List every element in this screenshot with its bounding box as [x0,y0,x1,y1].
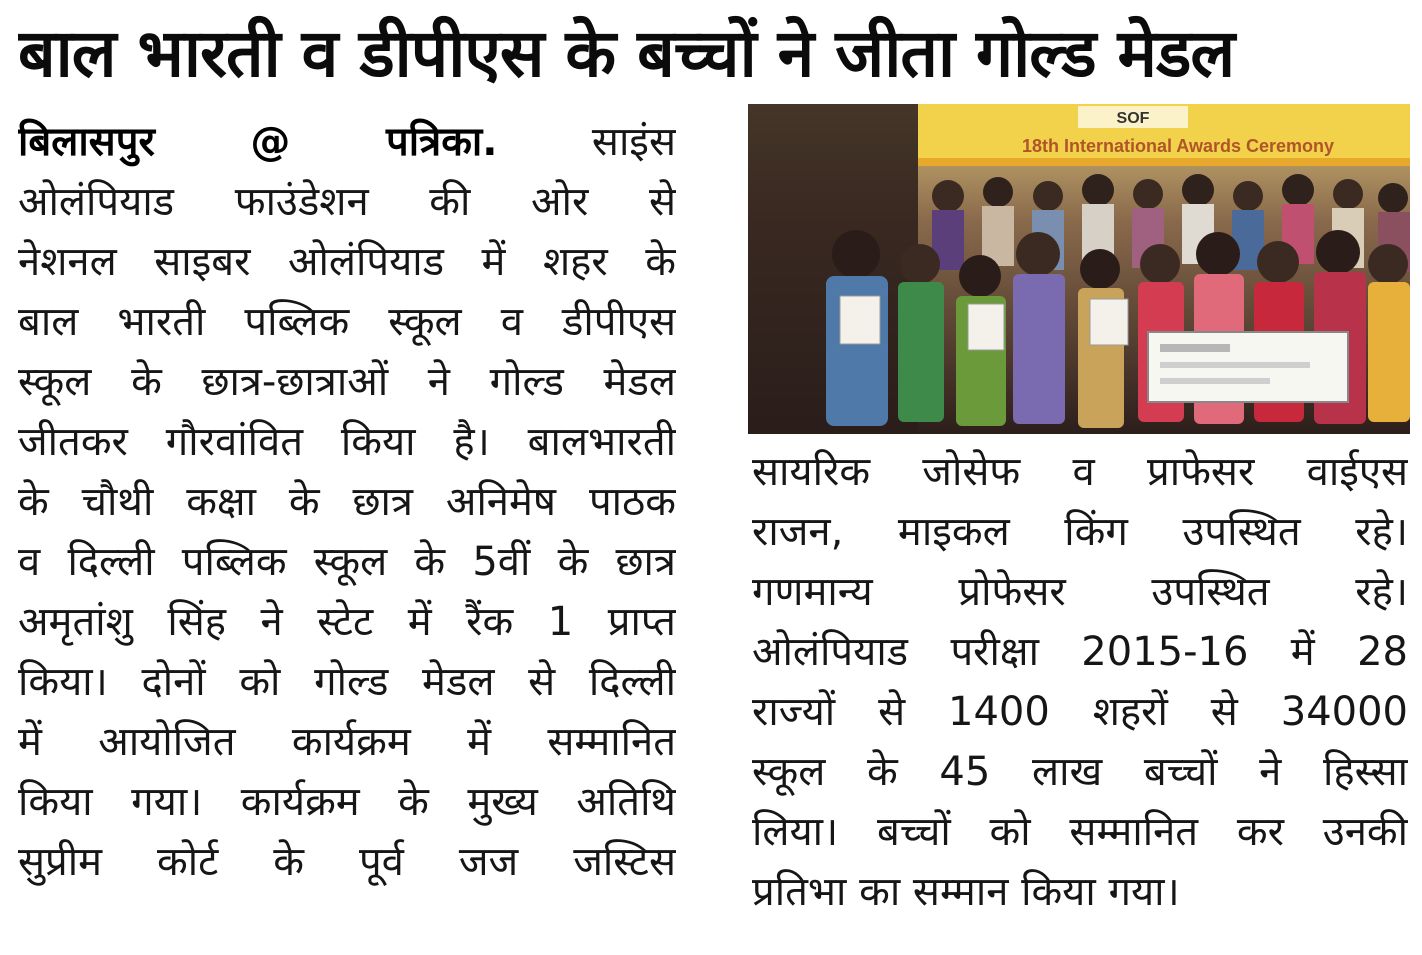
article-line: राज्यों से 1400 शहरों से 34000 [752,689,1408,735]
article-line: राजन, माइकल किंग उपस्थित रहे। [752,509,1408,555]
article-line: ओलंपियाड परीक्षा 2015-16 में 28 [752,629,1408,675]
article-line: सायरिक जोसेफ व प्राफेसर वाईएस [752,449,1408,495]
dateline: बिलासपुर @ पत्रिका. [18,119,498,165]
article-line: बाल भारती पब्लिक स्कूल व डीपीएस [18,299,676,345]
article-line: में आयोजित कार्यक्रम में सम्मानित [18,719,676,765]
article-line: किया। दोनों को गोल्ड मेडल से दिल्ली [18,659,676,705]
article-line: सुप्रीम कोर्ट के पूर्व जज जस्टिस [18,839,676,885]
cheque-line [1160,378,1270,384]
banner-logo: SOF [1116,110,1150,127]
article-line: गणमान्य प्रोफेसर उपस्थित रहे। [752,569,1408,615]
cheque-line [1160,344,1230,352]
banner-caption: 18th International Awards Ceremony [1021,136,1335,156]
article-line [18,112,676,172]
article-line: ओलंपियाड फाउंडेशन की ओर से [18,179,676,225]
article-line: स्कूल के छात्र-छात्राओं ने गोल्ड मेडल [18,359,676,405]
article-line: व दिल्ली पब्लिक स्कूल के 5वीं के छात्र [18,539,676,585]
banner-stripe [918,158,1410,166]
headline: बाल भारती व डीपीएस के बच्चों ने जीता गोल्ड मेडल [18,15,1235,92]
article-line: स्कूल के 45 लाख बच्चों ने हिस्सा [752,749,1408,795]
article-text: साइंस [591,119,676,165]
article-line: अमृतांशु सिंह ने स्टेट में रैंक 1 प्राप्त [18,599,676,645]
right-column [752,442,1408,922]
article-line: के चौथी कक्षा के छात्र अनिमेष पाठक [18,479,676,525]
article-line: जीतकर गौरवांवित किया है। बालभारती [18,419,676,465]
cheque-line [1160,362,1310,368]
article-line: नेशनल साइबर ओलंपियाड में शहर के [18,239,676,285]
news-photo [748,104,1410,434]
left-column [18,112,676,892]
article-line: प्रतिभा का सम्मान किया गया। [752,869,1180,915]
article-line: लिया। बच्चों को सम्मानित कर उनकी [752,809,1408,855]
article-line: किया गया। कार्यक्रम के मुख्य अतिथि [18,779,676,825]
photo-illustration [748,104,1410,434]
